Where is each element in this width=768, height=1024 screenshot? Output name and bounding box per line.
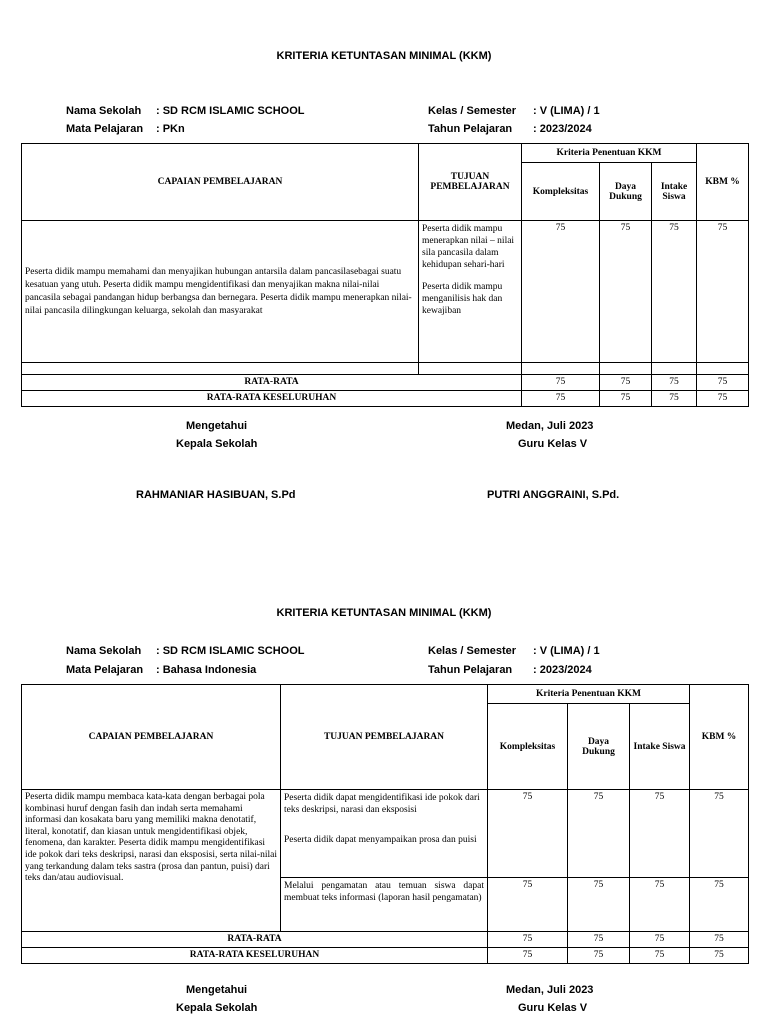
doc1-header-cp: CAPAIAN PEMBELAJARAN (22, 144, 419, 221)
doc1-class-label: Kelas / Semester (428, 105, 517, 117)
doc2-value-kbm: 75 (690, 878, 749, 932)
doc2-keseluruhan-row (22, 948, 749, 964)
doc2-tp-item: Peserta didik dapat menyampaikan prosa dan puisi (284, 835, 477, 845)
doc2-class-label: Kelas / Semester (428, 645, 517, 657)
doc2-header-kriteria: Kriteria Penentuan KKM (488, 685, 690, 704)
doc2-school-label: Nama Sekolah (66, 645, 142, 657)
doc1-school-value: : SD RCM ISLAMIC SCHOOL (156, 105, 305, 117)
doc2-tp-item: Peserta didik dapat mengidentifikasi ide pokok dari teks deskripsi, narasi dan eksposisi (284, 793, 480, 815)
doc2-kkm-table (21, 684, 749, 964)
doc1-keseluruhan-value: 75 (600, 391, 652, 407)
doc2-guru-kelas: Guru Kelas V (518, 1002, 588, 1014)
doc2-cp-cell: Peserta didik mampu membaca kata-kata dengan berbagai pola kombinasi huruf dengan fasih dan indah serta memahami informasi dan kosakata baru yang memiliki makna denotatif, literal, konotatif, dan kiasan untuk mengidentifikasi objek, fenomena, dan karakter. Peserta didik mampu mengidentifikasi ide pokok dari teks deskripsi, narasi dan eksposisi, serta nilai-nilai yang terkandung dalam teks sastra (prosa dan pantun, puisi) dari teks dan/atau audiovisual. (22, 790, 281, 932)
doc2-place-date: Medan, Juli 2023 (506, 984, 594, 996)
doc2-value-kompleksitas: 75 (488, 790, 568, 878)
doc1-value-kompleksitas: 75 (522, 221, 600, 363)
doc1-keseluruhan-label: RATA-RATA KESELURUHAN (22, 391, 522, 407)
doc2-value-intake-siswa: 75 (630, 878, 690, 932)
doc1-subject-label: Mata Pelajaran (66, 123, 144, 135)
doc1-keseluruhan-value: 75 (522, 391, 600, 407)
doc2-title: KRITERIA KETUNTASAN MINIMAL (KKM) (276, 607, 492, 619)
doc2-value-kompleksitas: 75 (488, 878, 568, 932)
doc1-title: KRITERIA KETUNTASAN MINIMAL (KKM) (276, 50, 492, 62)
doc2-keseluruhan-value: 75 (488, 948, 568, 964)
doc2-value-kbm: 75 (690, 790, 749, 878)
doc2-rata-value: 75 (690, 932, 749, 948)
doc1-keseluruhan-row (22, 391, 749, 407)
doc2-subject-label: Mata Pelajaran (66, 664, 144, 676)
doc1-rata-value: 75 (697, 375, 749, 391)
table-row (22, 790, 749, 878)
doc2-keseluruhan-value: 75 (630, 948, 690, 964)
doc1-subject-value: : PKn (156, 123, 185, 135)
doc1-tp-item: Peserta didik mampu menerapkan nilai – nilai sila pancasila dalam kehidupan sehari-hari (422, 224, 515, 270)
doc2-value-daya-dukung: 75 (568, 878, 630, 932)
doc1-cp-cell: Peserta didik mampu memahami dan menyajikan hubungan antarsila dalam pancasilasebagai suatu kesatuan yang utuh. Peserta didik mampu mengidentifikasi dan menyajikan makna nilai-nilai pancasila sebagai pandangan hidup berbangsa dan bernegara. Peserta didik mampu menerapkan nilai-nilai pancasila dilingkungan keluarga, sekolah dan masyarakat (22, 221, 419, 363)
doc1-mengetahui: Mengetahui (186, 420, 248, 432)
doc1-tp-item: Peserta didik mampu menganilisis hak dan kewajiban (422, 282, 503, 316)
doc2-tp-cell (281, 790, 488, 878)
doc2-rata-value: 75 (630, 932, 690, 948)
doc2-year-label: Tahun Pelajaran (428, 664, 513, 676)
doc2-mengetahui: Mengetahui (186, 984, 248, 996)
doc2-header-kbm: KBM % (690, 685, 749, 790)
doc1-header-intake-siswa: Intake Siswa (652, 163, 697, 221)
doc1-header-daya-dukung: Daya Dukung (600, 163, 652, 221)
doc2-value-intake-siswa: 75 (630, 790, 690, 878)
doc2-keseluruhan-label: RATA-RATA KESELURUHAN (22, 948, 488, 964)
doc1-value-kbm: 75 (697, 221, 749, 363)
doc1-kkm-table (21, 143, 749, 407)
doc1-header-kbm: KBM % (697, 144, 749, 221)
doc2-header-tp: TUJUAN PEMBELAJARAN (281, 685, 488, 790)
doc1-tp-cell (419, 221, 522, 363)
doc2-header-kompleksitas: Kompleksitas (488, 704, 568, 790)
table-row-empty (22, 363, 749, 375)
doc1-rata-value: 75 (600, 375, 652, 391)
doc1-year-label: Tahun Pelajaran (428, 123, 513, 135)
doc2-header-cp: CAPAIAN PEMBELAJARAN (22, 685, 281, 790)
doc2-rata-value: 75 (568, 932, 630, 948)
doc1-rata-value: 75 (652, 375, 697, 391)
doc1-rata-value: 75 (522, 375, 600, 391)
doc2-tp-item: Melalui pengamatan atau temuan siswa dapat membuat teks informasi (laporan hasil pengamatan) (281, 878, 488, 932)
doc2-keseluruhan-value: 75 (568, 948, 630, 964)
doc1-class-value: : V (LIMA) / 1 (533, 105, 600, 117)
doc1-keseluruhan-value: 75 (697, 391, 749, 407)
doc2-rata-row (22, 932, 749, 948)
doc1-kepala-sekolah: Kepala Sekolah (176, 438, 258, 450)
doc2-header-intake-siswa: Intake Siswa (630, 704, 690, 790)
doc2-value-daya-dukung: 75 (568, 790, 630, 878)
doc2-rata-value: 75 (488, 932, 568, 948)
doc1-header-kriteria: Kriteria Penentuan KKM (522, 144, 697, 163)
table-row (22, 221, 749, 363)
doc1-guru-name: PUTRI ANGGRAINI, S.Pd. (487, 489, 620, 501)
doc1-guru-kelas: Guru Kelas V (518, 438, 588, 450)
doc1-value-intake-siswa: 75 (652, 221, 697, 363)
doc2-kepala-sekolah: Kepala Sekolah (176, 1002, 258, 1014)
doc1-school-label: Nama Sekolah (66, 105, 142, 117)
doc1-kepala-name: RAHMANIAR HASIBUAN, S.Pd (136, 489, 296, 501)
doc1-rata-row (22, 375, 749, 391)
doc1-rata-label: RATA-RATA (22, 375, 522, 391)
doc1-header-tp: TUJUAN PEMBELAJARAN (419, 144, 522, 221)
doc2-year-value: : 2023/2024 (533, 664, 592, 676)
doc2-school-value: : SD RCM ISLAMIC SCHOOL (156, 645, 305, 657)
doc1-header-kompleksitas: Kompleksitas (522, 163, 600, 221)
doc1-year-value: : 2023/2024 (533, 123, 592, 135)
doc2-rata-label: RATA-RATA (22, 932, 488, 948)
doc1-keseluruhan-value: 75 (652, 391, 697, 407)
doc2-keseluruhan-value: 75 (690, 948, 749, 964)
doc1-value-daya-dukung: 75 (600, 221, 652, 363)
doc1-place-date: Medan, Juli 2023 (506, 420, 594, 432)
doc2-header-daya-dukung: Daya Dukung (568, 704, 630, 790)
doc2-class-value: : V (LIMA) / 1 (533, 645, 600, 657)
doc2-subject-value: : Bahasa Indonesia (156, 664, 257, 676)
